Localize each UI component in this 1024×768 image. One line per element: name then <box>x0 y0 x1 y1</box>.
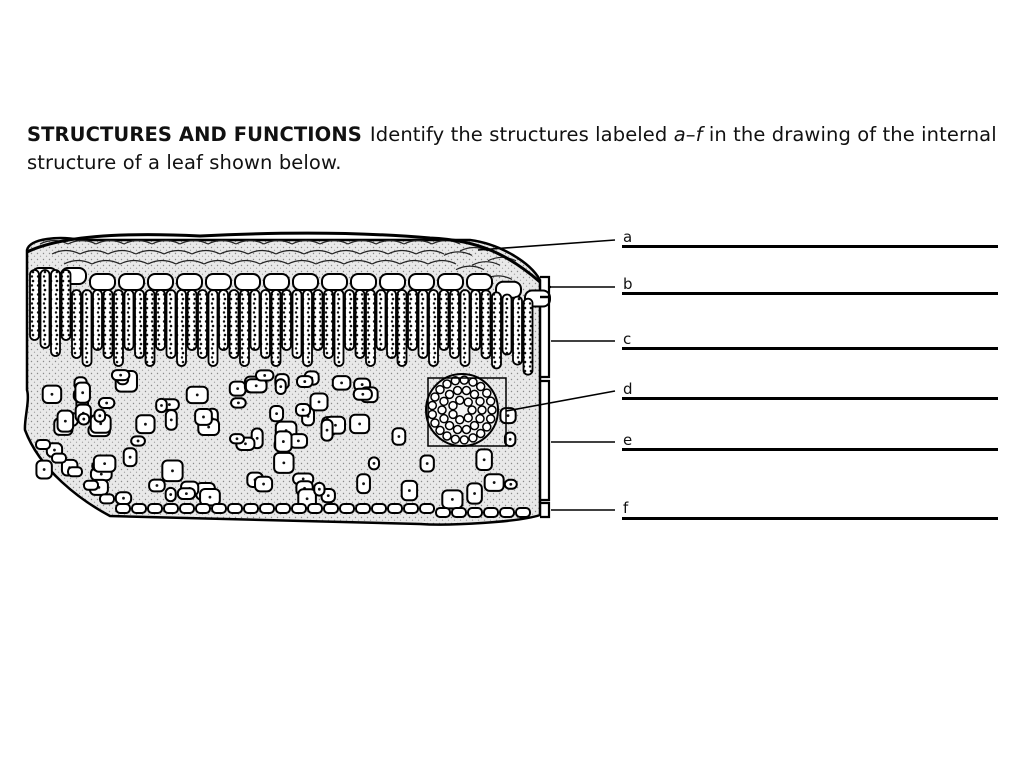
answer-line-a[interactable] <box>622 245 998 248</box>
answer-line-e[interactable] <box>622 448 998 451</box>
vein-cell <box>454 425 462 433</box>
palisade-cell <box>524 299 533 375</box>
vein-cell <box>483 389 491 397</box>
palisade-cell <box>30 270 39 340</box>
epidermis-cell <box>438 274 463 290</box>
vein-cell <box>454 387 462 395</box>
spongy-cell <box>149 480 165 492</box>
vein-cell <box>443 432 451 440</box>
palisade-cell <box>503 295 512 355</box>
vein-cell <box>477 383 485 391</box>
palisade-cell <box>251 290 260 350</box>
spongy-cell <box>310 393 327 410</box>
palisade-cell <box>303 290 312 366</box>
spongy-cell <box>485 474 504 491</box>
spongy-cell <box>178 488 195 499</box>
palisade-cell <box>240 290 249 366</box>
lower-epidermis-cell <box>244 504 258 513</box>
lower-epidermis-cell <box>324 504 338 513</box>
vein-cell <box>456 416 464 424</box>
epidermis-cell <box>293 274 318 290</box>
palisade-cell <box>356 290 365 358</box>
vein-cell <box>488 406 496 414</box>
epidermis-cell <box>467 274 492 290</box>
lower-epidermis-cell <box>484 508 498 517</box>
spongy-cell <box>476 449 492 470</box>
epidermis-cell <box>322 274 347 290</box>
epidermis-cell <box>148 274 173 290</box>
lower-epidermis-cell <box>260 504 274 513</box>
vein-cell <box>477 429 485 437</box>
spongy-cell <box>78 414 89 425</box>
epidermis-cell <box>409 274 434 290</box>
palisade-cell <box>440 290 449 350</box>
spongy-cell <box>276 379 286 394</box>
lower-epidermis-cell <box>36 440 50 449</box>
palisade-cell <box>135 290 144 358</box>
lower-epidermis-cell <box>356 504 370 513</box>
palisade-cell <box>93 290 102 350</box>
spongy-cell <box>187 387 208 403</box>
vein-cell <box>449 410 457 418</box>
spongy-cell <box>166 488 176 501</box>
spongy-cell <box>136 415 154 433</box>
epidermis-cell <box>380 274 405 290</box>
spongy-cell <box>94 455 116 471</box>
spongy-cell <box>230 434 244 443</box>
answer-line-c[interactable] <box>622 347 998 350</box>
spongy-cell <box>421 455 434 471</box>
label-f: f <box>623 499 629 517</box>
palisade-cell <box>188 290 197 350</box>
vein-cell <box>443 380 451 388</box>
palisade-cell <box>324 290 333 358</box>
vein-cell <box>476 415 484 423</box>
spongy-cell <box>231 398 246 407</box>
palisade-cell <box>83 290 92 366</box>
spongy-cell <box>195 409 212 425</box>
vein-cell <box>440 397 448 405</box>
lower-epidermis-cell <box>52 454 66 463</box>
vein-cell <box>446 422 454 430</box>
palisade-cell <box>429 290 438 366</box>
section-heading: STRUCTURES AND FUNCTIONS <box>27 123 362 146</box>
palisade-cell <box>335 290 344 366</box>
spongy-cell <box>505 480 517 489</box>
instructions-part2: in the drawing of the internal structure of a leaf shown below. <box>27 123 997 174</box>
lower-epidermis-cell <box>180 504 194 513</box>
label-b: b <box>623 275 633 293</box>
vein-cell <box>431 419 439 427</box>
palisade-cell <box>450 290 459 358</box>
lower-epidermis-cell <box>372 504 386 513</box>
lower-epidermis-cell <box>148 504 162 513</box>
palisade-cell <box>209 290 218 366</box>
palisade-cell <box>261 290 270 358</box>
vein-cell <box>476 397 484 405</box>
lower-epidermis-cell <box>116 504 130 513</box>
lower-epidermis-cell <box>404 504 418 513</box>
vein-cell <box>436 386 444 394</box>
palisade-cell <box>398 290 407 366</box>
spongy-cell <box>200 489 220 505</box>
palisade-cell <box>345 290 354 350</box>
spongy-cell <box>467 483 482 503</box>
palisade-cell <box>513 297 522 365</box>
vein-cell <box>440 415 448 423</box>
spongy-cell <box>255 477 272 492</box>
vein-cell <box>451 435 459 443</box>
vein-cell <box>428 410 436 418</box>
lower-epidermis-cell <box>468 508 482 517</box>
lower-epidermis-cell <box>452 508 466 517</box>
vein-cell <box>464 414 472 422</box>
lower-epidermis-cell <box>164 504 178 513</box>
palisade-cell <box>72 290 81 358</box>
palisade-cell <box>167 290 176 358</box>
epidermis-cell <box>235 274 260 290</box>
label-e: e <box>623 431 633 449</box>
spongy-cell <box>43 386 61 403</box>
answer-line-d[interactable] <box>622 397 998 400</box>
lower-epidermis-cell <box>340 504 354 513</box>
vein-cell <box>464 398 472 406</box>
palisade-cell <box>41 270 50 348</box>
vein-cell <box>487 397 495 405</box>
palisade-cell <box>51 270 60 356</box>
spongy-cell <box>297 376 313 387</box>
lower-epidermis-cell <box>308 504 322 513</box>
spongy-cell <box>354 389 372 400</box>
palisade-cell <box>293 290 302 358</box>
palisade-cell <box>314 290 323 350</box>
vein-cell <box>468 406 476 414</box>
vein-cell <box>478 406 486 414</box>
spongy-cell <box>58 411 74 432</box>
spongy-cell <box>156 399 167 412</box>
palisade-cell <box>198 290 207 358</box>
vein-cell <box>470 422 478 430</box>
lower-epidermis-cell <box>68 467 82 476</box>
spongy-cell <box>94 410 105 422</box>
palisade-cell <box>377 290 386 350</box>
label-brackets <box>540 277 551 517</box>
spongy-cell <box>393 428 406 445</box>
vein-cell <box>446 390 454 398</box>
spongy-cell <box>162 461 182 482</box>
lower-epidermis-cell <box>212 504 226 513</box>
spongy-cell <box>333 376 351 389</box>
palisade-cell <box>219 290 228 350</box>
lower-epidermis-cell <box>500 508 514 517</box>
palisade-cell <box>146 290 155 366</box>
vein-cell <box>462 387 470 395</box>
lower-epidermis-cell <box>132 504 146 513</box>
instructions-part1: Identify the structures labeled <box>369 123 668 146</box>
vein-cell <box>470 390 478 398</box>
lower-epidermis-cell <box>388 504 402 513</box>
spongy-cell <box>75 383 90 403</box>
vein-cell <box>436 426 444 434</box>
spongy-cell <box>314 483 324 496</box>
vein-cell <box>483 423 491 431</box>
vein-cell <box>462 425 470 433</box>
palisade-cell <box>62 270 71 340</box>
epidermis-cell <box>119 274 144 290</box>
spongy-cell <box>256 370 273 380</box>
label-d: d <box>623 380 633 398</box>
palisade-cell <box>482 290 491 358</box>
palisade-cell <box>461 290 470 366</box>
spongy-cell <box>321 420 332 441</box>
lower-epidermis-cell <box>228 504 242 513</box>
epidermis-cell <box>206 274 231 290</box>
spongy-cell <box>166 410 177 430</box>
vein-cell <box>469 434 477 442</box>
spongy-cell <box>442 490 462 508</box>
spongy-cell <box>124 448 137 466</box>
range-end: f <box>695 123 703 146</box>
vein-cell <box>460 436 468 444</box>
spongy-cell <box>275 431 291 451</box>
palisade-cell <box>104 290 113 358</box>
vein-cell <box>487 415 495 423</box>
spongy-cell <box>369 457 379 469</box>
palisade-cell <box>230 290 239 358</box>
lower-epidermis-cell <box>516 508 530 517</box>
palisade-cell <box>419 290 428 358</box>
label-a: a <box>623 228 633 246</box>
spongy-cell <box>350 415 369 433</box>
lower-epidermis-cell <box>196 504 210 513</box>
answer-line-f[interactable] <box>622 517 998 520</box>
epidermis-cell <box>351 274 376 290</box>
vein-cell <box>456 396 464 404</box>
vein-cell <box>428 402 436 410</box>
vein-cell <box>431 393 439 401</box>
lower-epidermis-cell <box>276 504 290 513</box>
spongy-cell <box>274 453 293 473</box>
vein-cell <box>469 378 477 386</box>
spongy-cell <box>270 406 283 421</box>
answer-line-b[interactable] <box>622 292 998 295</box>
palisade-cell <box>177 290 186 366</box>
palisade-cell <box>156 290 165 350</box>
palisade-cell <box>387 290 396 358</box>
lower-epidermis-cell <box>436 508 450 517</box>
palisade-cell <box>492 292 501 368</box>
label-c: c <box>623 330 632 348</box>
epidermis-cell <box>177 274 202 290</box>
palisade-cell <box>272 290 281 366</box>
palisade-cell <box>282 290 291 350</box>
palisade-cell <box>366 290 375 366</box>
spongy-cell <box>99 398 114 408</box>
range-start: a <box>673 123 686 146</box>
palisade-cell <box>125 290 134 350</box>
spongy-cell <box>357 474 370 493</box>
vein-cell <box>449 402 457 410</box>
spongy-cell <box>131 436 145 445</box>
epidermis-cell <box>90 274 115 290</box>
spongy-cell <box>230 382 246 396</box>
spongy-cell <box>112 370 129 380</box>
range-dash: – <box>685 123 696 146</box>
epidermis-cell <box>264 274 289 290</box>
spongy-cell <box>36 461 51 479</box>
palisade-cell <box>471 290 480 350</box>
lower-epidermis-cell <box>84 481 98 490</box>
spongy-cell <box>296 404 310 416</box>
spongy-cell <box>116 492 131 504</box>
vein-cell <box>438 406 446 414</box>
palisade-cell <box>408 290 417 350</box>
lower-epidermis-cell <box>100 494 114 503</box>
lower-epidermis-cell <box>420 504 434 513</box>
palisade-cell <box>114 290 123 366</box>
lower-epidermis-cell <box>292 504 306 513</box>
spongy-cell <box>402 481 417 500</box>
